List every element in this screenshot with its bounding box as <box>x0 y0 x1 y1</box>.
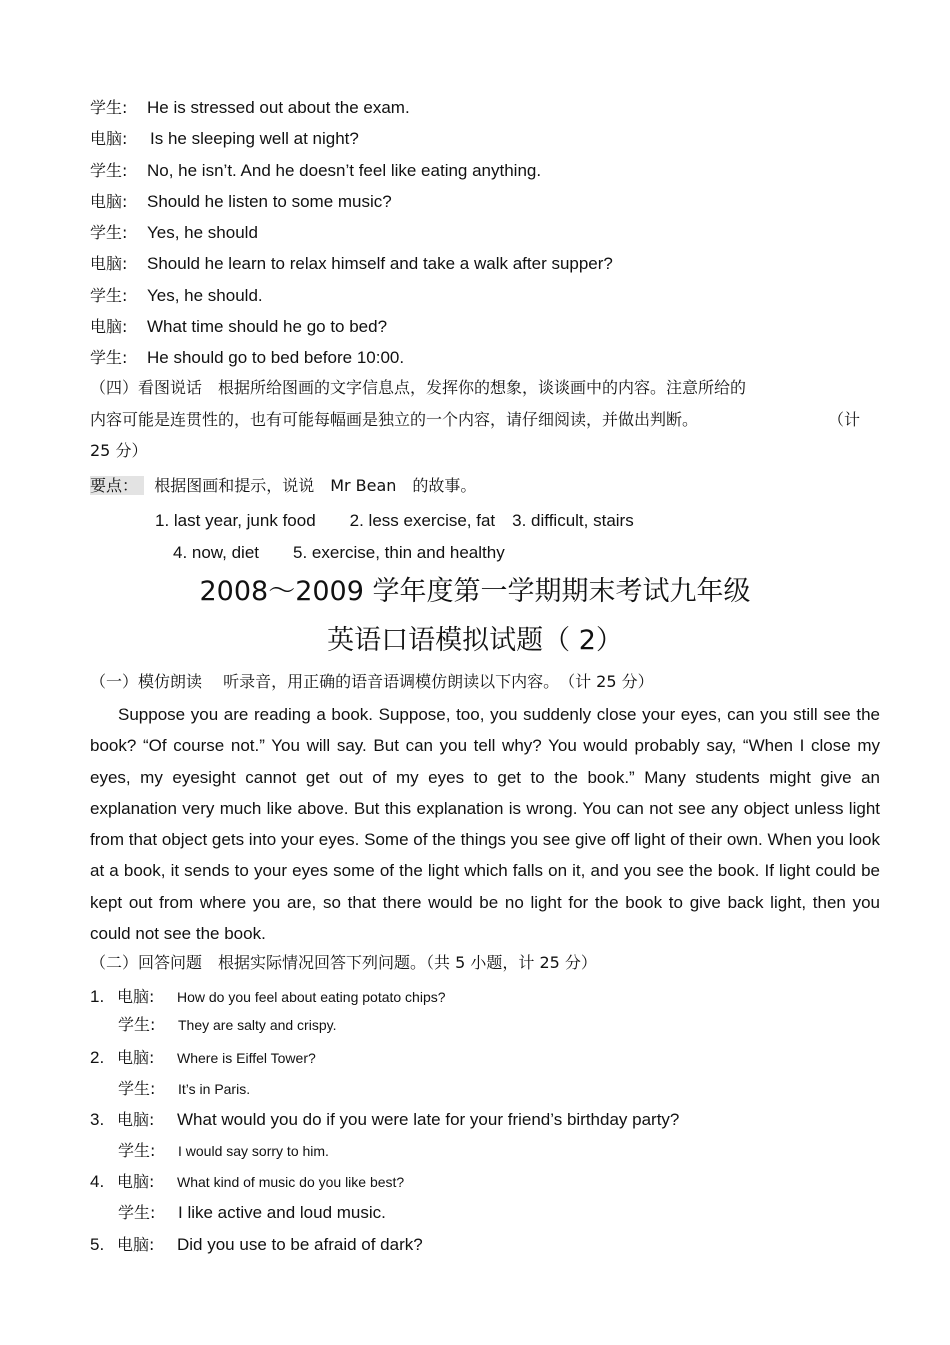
dialogue-line <box>90 285 263 307</box>
exam-subtitle: 英语口语模拟试题（ 2） <box>327 625 623 656</box>
dialogue-line <box>90 191 392 213</box>
keypoints-text: 根据图画和提示，说说 Mr Bean 的故事。 <box>154 476 477 495</box>
speaker-label: 学生: <box>118 1015 156 1034</box>
question-line <box>90 986 446 1008</box>
speaker-label: 学生: <box>118 1141 156 1160</box>
question-number: 1. <box>90 987 105 1006</box>
speaker-label: 学生: <box>90 161 128 180</box>
answer-line <box>118 1202 386 1224</box>
speaker-label: 学生: <box>90 98 128 117</box>
dialogue-line <box>90 97 410 119</box>
dialogue-text: Should he learn to relax himself and take a walk after supper? <box>147 254 613 273</box>
dialogue-text: Is he sleeping well at night? <box>150 129 359 148</box>
dialogue-text: Should he listen to some music? <box>147 192 392 211</box>
answer-text: They are salty and crispy. <box>178 1017 337 1033</box>
question-line <box>90 1171 404 1193</box>
answer-text: I like active and loud music. <box>178 1203 386 1222</box>
question-line <box>90 1234 423 1256</box>
speaker-label: 电脑: <box>117 1172 155 1191</box>
question-text: How do you feel about eating potato chips? <box>177 989 446 1005</box>
exam-title: 2008～2009 学年度第一学期期末考试九年级 <box>199 576 751 607</box>
speaker-label: 电脑: <box>117 1235 155 1254</box>
question-text: What would you do if you were late for your friend’s birthday party? <box>177 1110 680 1129</box>
question-number: 2. <box>90 1048 105 1067</box>
dialogue-line <box>90 128 359 150</box>
question-text: Did you use to be afraid of dark? <box>177 1235 423 1254</box>
dialogue-line <box>90 316 387 338</box>
dialogue-text: He should go to bed before 10:00. <box>147 348 405 367</box>
section4-instructions-text: 内容可能是连贯性的，也有可能每幅画是独立的一个内容，请仔细阅读，并做出判断。 <box>90 410 699 429</box>
part2-heading: （二）回答问题 根据实际情况回答下列问题。（共 5 小题，计 25 分） <box>90 953 597 972</box>
speaker-label: 电脑: <box>90 317 128 336</box>
dialogue-text: No, he isn’t. And he doesn’t feel like eating anything. <box>147 161 542 180</box>
speaker-label: 学生: <box>118 1079 156 1098</box>
speaker-label: 电脑: <box>90 192 128 211</box>
speaker-label: 电脑: <box>90 254 128 273</box>
dialogue-line <box>90 253 613 275</box>
section4-instructions <box>90 409 698 431</box>
part1-heading: （一）模仿朗读 听录音，用正确的语音语调模仿朗读以下内容。 （计 25 分） <box>90 672 654 691</box>
hints-row: 4. now, diet 5. exercise, thin and healthy <box>173 543 505 562</box>
speaker-label: 电脑: <box>117 1048 155 1067</box>
answer-line <box>118 1078 250 1100</box>
question-text: What kind of music do you like best? <box>177 1174 405 1190</box>
answer-text: I would say sorry to him. <box>178 1143 329 1159</box>
speaker-label: 电脑: <box>90 129 128 148</box>
question-line <box>90 1109 679 1131</box>
dialogue-text: He is stressed out about the exam. <box>147 98 410 117</box>
question-number: 3. <box>90 1110 105 1129</box>
hints-row: 1. last year, junk food 2. less exercise, fat 3. difficult, stairs <box>155 511 634 530</box>
speaker-label: 学生: <box>90 223 128 242</box>
speaker-label: 学生: <box>90 286 128 305</box>
speaker-label: 学生: <box>118 1203 156 1222</box>
section4-heading: （四）看图说话 根据所给图画的文字信息点，发挥你的想象，谈谈画中的内容。注意所给的 <box>90 378 747 397</box>
question-number: 5. <box>90 1235 105 1254</box>
section4-score-open: （计 <box>828 410 861 429</box>
speaker-label: 学生: <box>90 348 128 367</box>
keypoints-label: 要点： <box>90 476 144 495</box>
dialogue-text: Yes, he should <box>147 223 258 242</box>
speaker-label: 电脑: <box>117 987 155 1006</box>
dialogue-text: Yes, he should. <box>147 286 263 305</box>
dialogue-text: What time should he go to bed? <box>147 317 388 336</box>
answer-text: It’s in Paris. <box>178 1081 251 1097</box>
keypoints-line <box>90 475 476 497</box>
dialogue-line <box>90 347 404 369</box>
question-line <box>90 1047 316 1069</box>
speaker-label: 电脑: <box>117 1110 155 1129</box>
dialogue-line <box>90 160 541 182</box>
dialogue-line <box>90 222 258 244</box>
answer-line <box>118 1014 336 1036</box>
question-number: 4. <box>90 1172 105 1191</box>
answer-line <box>118 1140 329 1162</box>
question-text: Where is Eiffel Tower? <box>177 1050 316 1066</box>
section4-score: 25 分） <box>90 441 148 460</box>
reading-passage: Suppose you are reading a book. Suppose, too, you suddenly close your eyes, can you still see the book? “Of course not.” You will say. But can you tell why? You would probably say, “When I close my eyes, my eyesight cannot get out of my eyes to get to the book.” Many students might give an explanation very much like above. But this explanation is wrong. You can not see any object unless light from that object gets into your eyes. Some of the things you see give off light of their own. When you look at a book, it sends to your eyes some of the light which falls on it, and you see the book. If light could be kept out from where you are, so that there would be no light for the book to give back light, then you could not see the book. <box>90 705 880 944</box>
